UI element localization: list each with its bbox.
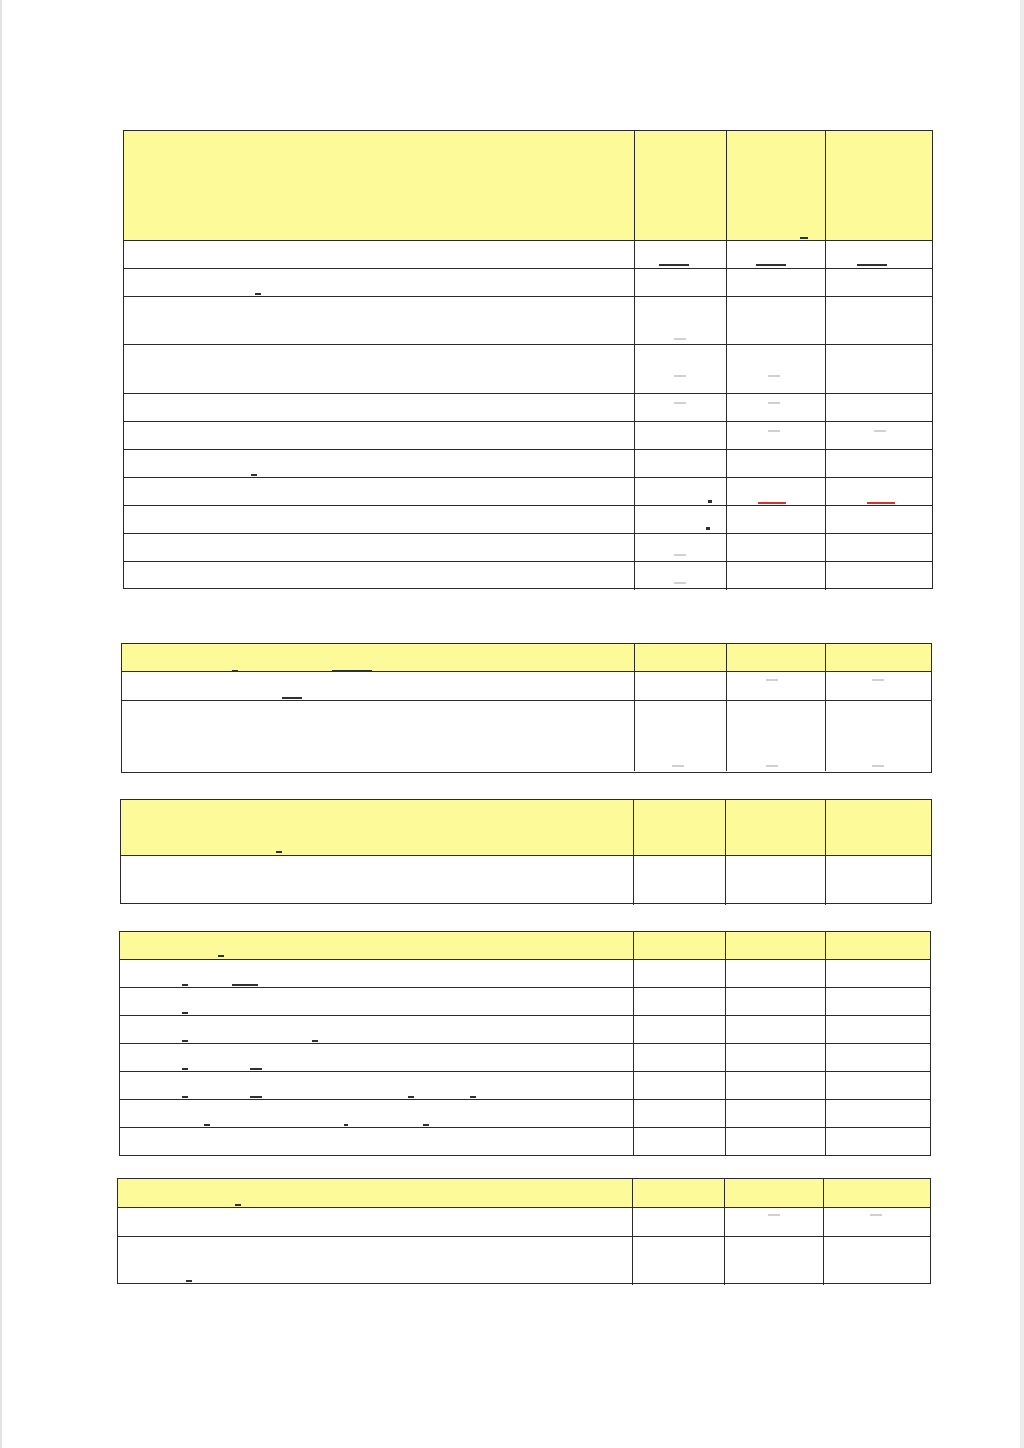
table-header-row bbox=[120, 932, 930, 960]
table-cell bbox=[825, 450, 826, 477]
table-cell bbox=[725, 1044, 726, 1071]
table-cell bbox=[825, 394, 826, 421]
faded-text-mark bbox=[218, 955, 224, 957]
faded-text-mark bbox=[182, 1068, 188, 1070]
table-cell bbox=[725, 1100, 726, 1127]
table-cell bbox=[634, 297, 635, 344]
table-row bbox=[120, 1128, 930, 1156]
table-row bbox=[124, 422, 932, 450]
table-cell bbox=[823, 1179, 824, 1207]
faded-text-mark bbox=[408, 1096, 414, 1098]
table-cell bbox=[724, 1179, 725, 1207]
faded-text-mark bbox=[674, 375, 686, 377]
table-cell bbox=[823, 1237, 824, 1285]
table-cell bbox=[633, 1016, 634, 1043]
faded-text-mark bbox=[674, 582, 686, 584]
table-cell bbox=[726, 241, 727, 268]
faded-text-mark bbox=[674, 402, 686, 404]
table-cell bbox=[726, 672, 727, 700]
faded-text-mark bbox=[768, 1214, 780, 1216]
table-cell bbox=[725, 856, 726, 905]
header-col-3 bbox=[726, 131, 727, 240]
faded-text-mark bbox=[867, 502, 895, 504]
table-cell bbox=[634, 269, 635, 296]
faded-text-mark bbox=[708, 500, 712, 503]
table-cell bbox=[633, 1072, 634, 1099]
faded-text-mark bbox=[872, 679, 884, 681]
table-cell bbox=[825, 1016, 826, 1043]
table-cell bbox=[634, 534, 635, 561]
faded-text-mark bbox=[423, 1124, 429, 1126]
table-cell bbox=[633, 1128, 634, 1156]
table-row bbox=[124, 562, 932, 590]
table-cell bbox=[726, 422, 727, 449]
table-cell bbox=[726, 394, 727, 421]
faded-text-mark bbox=[872, 765, 884, 767]
table-cell bbox=[825, 422, 826, 449]
table-header-row bbox=[122, 644, 931, 672]
table-cell bbox=[725, 960, 726, 987]
table-cell bbox=[632, 1237, 633, 1285]
table-row bbox=[124, 506, 932, 534]
faded-text-mark bbox=[344, 1124, 348, 1126]
table-cell bbox=[825, 800, 826, 855]
table-cell bbox=[726, 345, 727, 393]
faded-text-mark bbox=[470, 1096, 476, 1098]
table-cell bbox=[726, 269, 727, 296]
table-cell bbox=[825, 672, 826, 700]
faded-text-mark bbox=[800, 237, 808, 239]
faded-text-mark bbox=[674, 554, 686, 556]
table-1 bbox=[123, 130, 933, 589]
table-cell bbox=[726, 562, 727, 590]
faded-text-mark bbox=[706, 527, 710, 530]
table-cell bbox=[725, 800, 726, 855]
table-row bbox=[120, 960, 930, 988]
table-cell bbox=[633, 960, 634, 987]
faded-text-mark bbox=[857, 264, 887, 266]
table-row bbox=[120, 1072, 930, 1100]
table-cell bbox=[632, 1179, 633, 1207]
header-col-4 bbox=[825, 131, 826, 240]
table-cell bbox=[634, 506, 635, 533]
table-cell bbox=[634, 241, 635, 268]
table-row bbox=[118, 1237, 930, 1285]
faded-text-mark bbox=[182, 984, 188, 986]
faded-text-mark bbox=[251, 474, 257, 476]
table-cell bbox=[633, 1044, 634, 1071]
table-cell bbox=[634, 644, 635, 671]
faded-text-mark bbox=[870, 1214, 882, 1216]
faded-text-mark bbox=[250, 1068, 262, 1070]
faded-text-mark bbox=[232, 984, 258, 986]
faded-text-mark bbox=[766, 679, 778, 681]
table-cell bbox=[724, 1208, 725, 1236]
table-cell bbox=[725, 932, 726, 959]
table-row bbox=[120, 1044, 930, 1072]
table-cell bbox=[725, 1016, 726, 1043]
table-row bbox=[124, 534, 932, 562]
table-row bbox=[120, 1100, 930, 1128]
table-cell bbox=[825, 1128, 826, 1156]
table-cell bbox=[825, 562, 826, 590]
table-cell bbox=[825, 506, 826, 533]
faded-text-mark bbox=[182, 1040, 188, 1042]
table-cell bbox=[726, 534, 727, 561]
table-cell bbox=[825, 856, 826, 905]
faded-text-mark bbox=[186, 1280, 192, 1282]
table-2 bbox=[121, 643, 932, 773]
table-cell bbox=[634, 701, 635, 771]
table-row bbox=[124, 297, 932, 345]
faded-text-mark bbox=[756, 264, 786, 266]
table-cell bbox=[725, 1128, 726, 1156]
table-cell bbox=[825, 701, 826, 771]
table-cell bbox=[634, 422, 635, 449]
table-cell bbox=[726, 450, 727, 477]
faded-text-mark bbox=[659, 264, 689, 266]
table-cell bbox=[825, 1044, 826, 1071]
table-cell bbox=[825, 478, 826, 505]
faded-text-mark bbox=[758, 502, 786, 504]
table-cell bbox=[825, 1100, 826, 1127]
table-cell bbox=[633, 988, 634, 1015]
table-cell bbox=[825, 1072, 826, 1099]
table-row bbox=[122, 672, 931, 701]
table-row bbox=[124, 394, 932, 422]
table-cell bbox=[825, 988, 826, 1015]
table-cell bbox=[633, 800, 634, 855]
table-cell bbox=[825, 932, 826, 959]
table-cell bbox=[634, 478, 635, 505]
table-header-row bbox=[118, 1179, 930, 1208]
faded-text-mark bbox=[250, 1096, 262, 1098]
table-cell bbox=[725, 988, 726, 1015]
table-row bbox=[124, 269, 932, 297]
table-cell bbox=[634, 672, 635, 700]
table-cell bbox=[726, 297, 727, 344]
faded-text-mark bbox=[235, 1204, 241, 1206]
table-header-row bbox=[124, 131, 932, 241]
table-5 bbox=[117, 1178, 931, 1284]
table-row bbox=[120, 1016, 930, 1044]
table-cell bbox=[726, 506, 727, 533]
table-row bbox=[124, 478, 932, 506]
table-cell bbox=[633, 932, 634, 959]
faded-text-mark bbox=[768, 375, 780, 377]
table-cell bbox=[634, 562, 635, 590]
faded-text-mark bbox=[768, 430, 780, 432]
faded-text-mark bbox=[282, 697, 302, 699]
table-cell bbox=[724, 1237, 725, 1285]
table-cell bbox=[825, 241, 826, 268]
table-cell bbox=[634, 450, 635, 477]
table-4 bbox=[119, 931, 931, 1156]
table-cell bbox=[825, 534, 826, 561]
faded-text-mark bbox=[312, 1040, 318, 1042]
faded-text-mark bbox=[874, 430, 886, 432]
table-cell bbox=[825, 269, 826, 296]
table-cell bbox=[726, 701, 727, 771]
table-cell bbox=[726, 644, 727, 671]
table-row bbox=[122, 701, 931, 771]
table-cell bbox=[634, 345, 635, 393]
page-right-edge bbox=[1020, 0, 1024, 1448]
table-row bbox=[118, 1208, 930, 1237]
table-row bbox=[124, 345, 932, 394]
table-cell bbox=[633, 856, 634, 905]
table-cell bbox=[825, 960, 826, 987]
table-row bbox=[124, 241, 932, 269]
table-cell bbox=[632, 1208, 633, 1236]
header-col-2 bbox=[634, 131, 635, 240]
faded-text-mark bbox=[674, 338, 686, 340]
faded-text-mark bbox=[276, 851, 282, 853]
table-cell bbox=[725, 1072, 726, 1099]
faded-text-mark bbox=[182, 1012, 188, 1014]
faded-text-mark bbox=[766, 765, 778, 767]
faded-text-mark bbox=[768, 402, 780, 404]
table-header-row bbox=[121, 800, 931, 856]
table-3 bbox=[120, 799, 932, 904]
page-left-edge bbox=[0, 0, 2, 1448]
faded-text-mark bbox=[255, 293, 261, 295]
table-cell bbox=[823, 1208, 824, 1236]
table-cell bbox=[634, 394, 635, 421]
table-row bbox=[121, 856, 931, 905]
table-cell bbox=[825, 297, 826, 344]
table-row bbox=[124, 450, 932, 478]
table-cell bbox=[726, 478, 727, 505]
faded-text-mark bbox=[672, 765, 684, 767]
table-cell bbox=[825, 345, 826, 393]
table-cell bbox=[633, 1100, 634, 1127]
faded-text-mark bbox=[204, 1124, 210, 1126]
table-cell bbox=[825, 644, 826, 671]
faded-text-mark bbox=[182, 1096, 188, 1098]
table-row bbox=[120, 988, 930, 1016]
